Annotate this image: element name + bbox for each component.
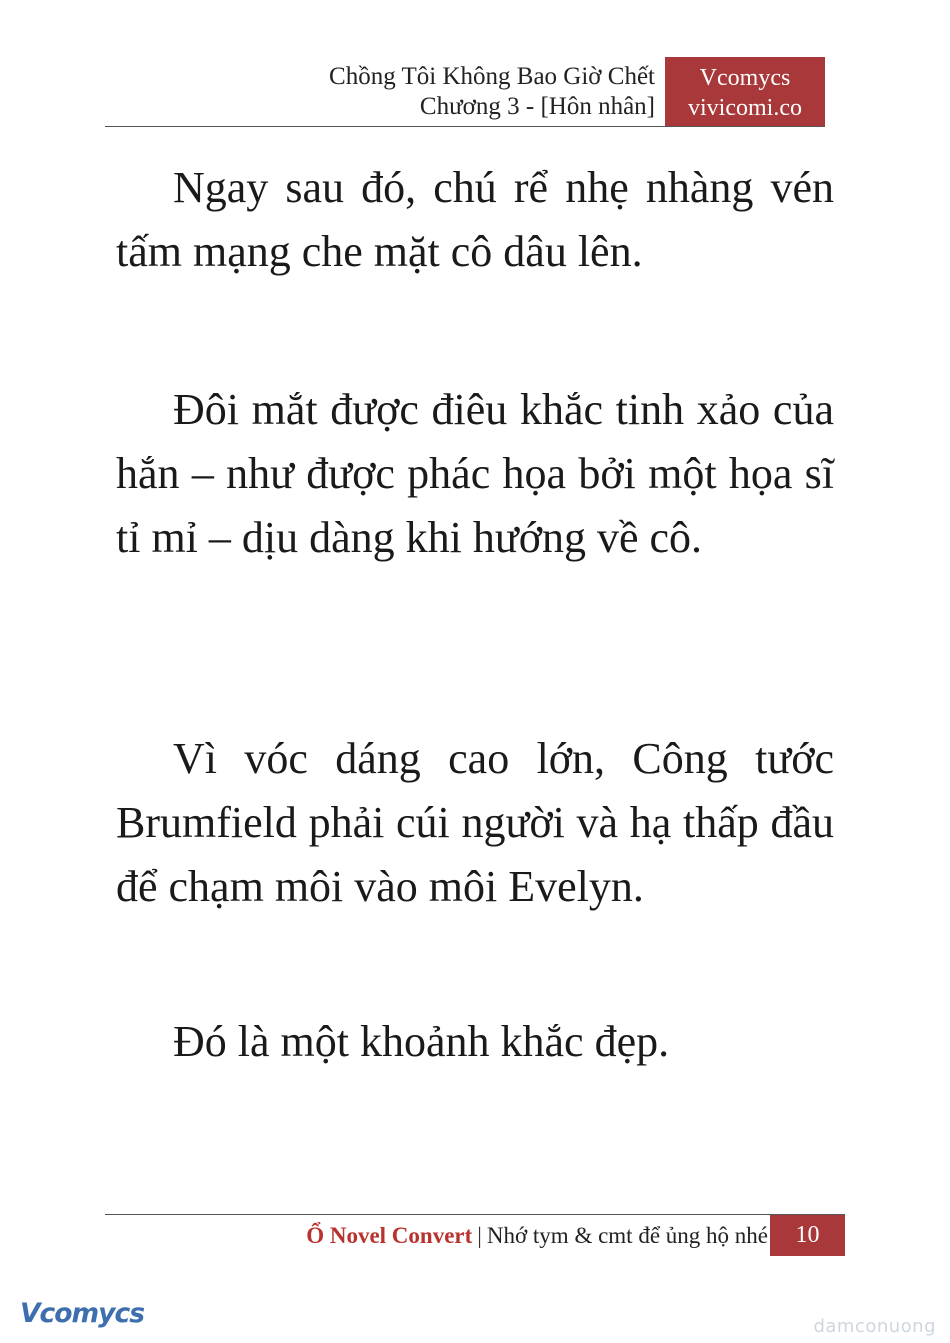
footer-brand: Ổ Novel Convert	[306, 1223, 473, 1248]
paragraph-3: Vì vóc dáng cao lớn, Công tước Brumfield phải cúi người và hạ thấp đầu để chạm môi vào môi Evelyn.	[116, 734, 834, 911]
badge-site-url: vivicomi.co	[688, 95, 802, 121]
page-header	[329, 62, 655, 122]
vcomycs-logo-icon	[18, 1290, 148, 1334]
footer-message: Nhớ tym & cmt để ủng hộ nhé	[486, 1223, 768, 1248]
chapter-title: Chương 3 - [Hôn nhân]	[419, 93, 655, 120]
header-badge	[665, 57, 825, 127]
page-number: 10	[770, 1215, 845, 1256]
paragraph-2: Đôi mắt được điêu khắc tinh xảo của hắn – như được phác họa bởi một họa sĩ tỉ mỉ – dịu dàng khi hướng về cô.	[116, 385, 834, 562]
header-divider	[105, 126, 825, 127]
paragraph-4: Đó là một khoảnh khắc đẹp.	[173, 1017, 670, 1066]
page-footer	[306, 1221, 768, 1251]
badge-site-name: Vcomycs	[699, 65, 791, 91]
svg-text:Vcomycs: Vcomycs	[20, 1298, 145, 1329]
footer-divider	[105, 1214, 845, 1215]
footer-separator: |	[477, 1223, 482, 1248]
watermark: damconuong	[813, 1316, 936, 1337]
book-title: Chồng Tôi Không Bao Giờ Chết	[329, 63, 655, 90]
paragraph-1: Ngay sau đó, chú rể nhẹ nhàng vén tấm mạng che mặt cô dâu lên.	[116, 163, 834, 276]
